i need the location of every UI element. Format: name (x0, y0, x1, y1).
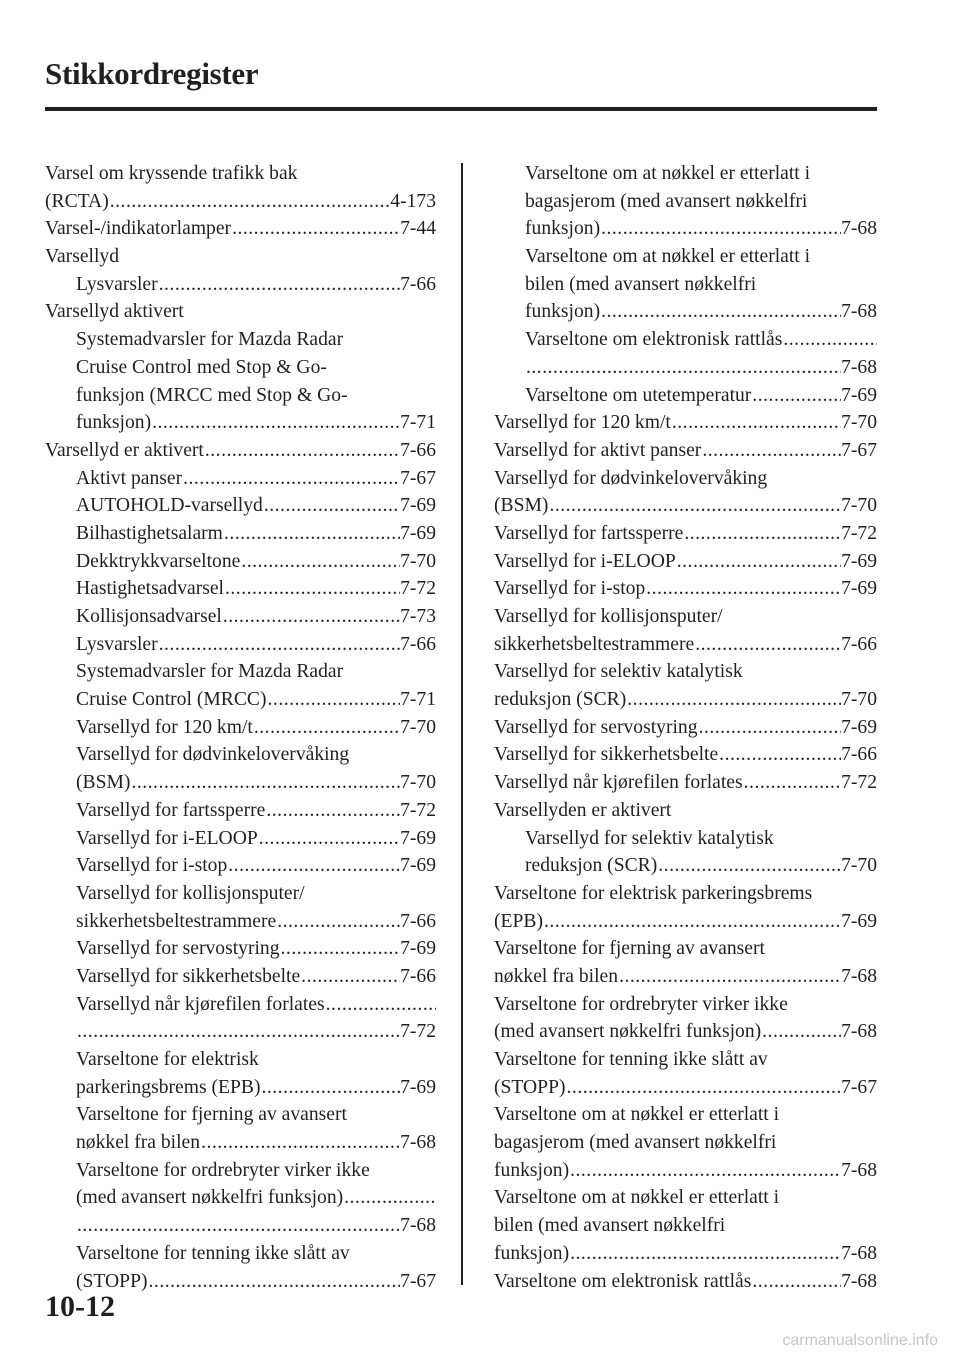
index-entry-text: Varsellyd for servostyring (494, 716, 698, 738)
dot-leader (151, 409, 400, 437)
index-entry (45, 769, 436, 797)
index-entry-text: funksjon (MRCC med Stop & Go- (76, 384, 348, 406)
dot-leader (258, 825, 400, 853)
index-entry (45, 382, 436, 410)
index-entry (45, 880, 436, 908)
index-entry (45, 575, 436, 603)
index-entry-page: 7-66 (841, 633, 877, 655)
index-entry (494, 991, 877, 1019)
dot-leader (743, 769, 841, 797)
index-entry (45, 1184, 436, 1212)
dot-leader (222, 603, 400, 631)
index-entry (494, 1018, 877, 1046)
index-entry-page: 7-70 (841, 689, 877, 711)
index-entry (494, 1129, 877, 1157)
index-entry-text: funksjon) (494, 1159, 570, 1181)
index-entry-text: Varsellyd for selektiv katalytisk (494, 661, 743, 683)
index-entry (494, 409, 877, 437)
index-entry-page: 7-70 (841, 855, 877, 877)
index-entry-page: 7-69 (841, 716, 877, 738)
index-entry-text: Varsel-/indikatorlamper (45, 218, 232, 240)
index-entry-text: Varsellyd er aktivert (45, 439, 204, 461)
dot-leader (109, 188, 391, 216)
index-entry (45, 409, 436, 437)
index-entry-text: nøkkel fra bilen (494, 965, 619, 987)
index-entry (45, 271, 436, 299)
dot-leader (223, 520, 400, 548)
index-entry-text: Varsellyd for 120 km/t (494, 412, 671, 434)
index-entry-text: Cruise Control (MRCC) (76, 689, 267, 711)
index-entry-text: Varsellyd for selektiv katalytisk (525, 827, 774, 849)
dot-leader (343, 1184, 436, 1212)
index-entry-text: Varseltone for fjerning av avansert (76, 1104, 347, 1126)
dot-leader (76, 1018, 400, 1046)
index-entry-text: Varseltone for tenning ikke slått av (494, 1049, 768, 1070)
index-entry-page: 7-68 (841, 965, 877, 987)
index-entry (45, 825, 436, 853)
index-entry-page: 7-68 (400, 1215, 436, 1237)
index-column-right (494, 160, 877, 1295)
dot-leader (158, 271, 400, 299)
index-entry-text: funksjon) (525, 218, 601, 240)
index-entry-text: Varsellyd for aktivt panser (494, 439, 702, 461)
dot-leader (263, 492, 400, 520)
index-entry-page: 7-66 (400, 965, 436, 987)
index-entry-text: reduksjon (SCR) (494, 689, 627, 711)
index-entry (45, 437, 436, 465)
index-entry-page: 7-72 (400, 1021, 436, 1043)
index-entry-text: Varseltone om at nøkkel er etterlatt i (525, 246, 811, 268)
index-entry-text: Varseltone for ordrebryter virker ikke (494, 993, 788, 1015)
index-entry (494, 1268, 877, 1296)
index-entry (45, 991, 436, 1019)
index-entry (494, 741, 877, 769)
index-entry (45, 714, 436, 742)
index-entry-page: 7-70 (400, 550, 436, 572)
index-entry (45, 188, 436, 216)
index-entry-text: Varsellyd for kollisjonsputer/ (76, 882, 305, 904)
dot-leader (182, 465, 400, 493)
index-entry-text: (STOPP) (76, 1270, 148, 1292)
index-entry-text: Hastighetsadvarsel (76, 578, 224, 600)
index-entry-text: (RCTA) (45, 190, 109, 212)
dot-leader (566, 1074, 842, 1102)
index-entry (45, 548, 436, 576)
index-entry-text: nøkkel fra bilen (76, 1132, 201, 1154)
index-entry-page: 7-69 (400, 938, 436, 960)
dot-leader (158, 631, 400, 659)
index-entry-text: Varseltone om utetemperatur (525, 384, 752, 406)
dot-leader (718, 741, 841, 769)
index-entry-page: 7-70 (841, 412, 877, 434)
index-entry-text: Varsellyd for servostyring (76, 938, 280, 960)
index-entry-text: bilen (med avansert nøkkelfri (525, 273, 757, 295)
index-entry-page: 7-68 (841, 1270, 877, 1292)
dot-leader (782, 326, 877, 354)
index-entry-page: 7-72 (400, 799, 436, 821)
index-entry-text: Lysvarsler (76, 273, 158, 295)
index-entry-page: 7-69 (841, 384, 877, 406)
index-entry (45, 1101, 436, 1129)
index-entry-text: Bilhastighetsalarm (76, 522, 223, 544)
dot-leader (671, 409, 841, 437)
index-entry-text: Varseltone om at nøkkel er etterlatt i (494, 1104, 780, 1126)
index-entry-text: Lysvarsler (76, 633, 158, 655)
index-entry (494, 492, 877, 520)
index-entry-page: 7-66 (400, 633, 436, 655)
dot-leader (325, 991, 436, 1019)
dot-leader (569, 1240, 841, 1268)
index-entry (45, 465, 436, 493)
index-entry (494, 1184, 877, 1212)
index-entry-text: funksjon) (76, 412, 152, 434)
index-entry (494, 1240, 877, 1268)
dot-leader (751, 1268, 841, 1296)
dot-leader (224, 575, 400, 603)
dot-leader (657, 852, 841, 880)
index-entry (45, 215, 436, 243)
index-entry-text: sikkerhetsbeltestrammere (494, 633, 695, 655)
dot-leader (543, 908, 841, 936)
index-entry-page: 7-70 (400, 772, 436, 794)
index-entry (494, 520, 877, 548)
index-entry (45, 298, 436, 326)
index-entry (494, 908, 877, 936)
index-entry-text: Cruise Control med Stop & Go- (76, 356, 327, 378)
index-entry (45, 797, 436, 825)
page-title: Stikkordregister (45, 56, 259, 91)
dot-leader (569, 1157, 841, 1185)
index-entry (45, 354, 436, 382)
index-entry-text: Dekktrykkvarseltone (76, 550, 241, 572)
index-entry-page: 7-69 (400, 522, 436, 544)
index-entry (494, 548, 877, 576)
index-entry (494, 575, 877, 603)
index-entry (494, 1074, 877, 1102)
index-entry-page: 7-67 (400, 467, 436, 489)
index-entry (494, 769, 877, 797)
index-entry-text: Varsel om kryssende trafikk bak (45, 163, 298, 184)
index-entry-page: 7-70 (400, 716, 436, 738)
index-entry-text: Varsellyd når kjørefilen forlates (494, 772, 743, 794)
index-entry-page: 7-69 (841, 910, 877, 932)
index-entry-text: Systemadvarsler for Mazda Radar (76, 661, 344, 683)
index-entry (494, 935, 877, 963)
index-entry (494, 852, 877, 880)
dot-leader (618, 963, 841, 991)
index-entry-text: Varsellyd for dødvinkelovervåking (494, 467, 768, 489)
index-entry (494, 215, 877, 243)
header-rule (45, 107, 877, 111)
index-entry-text: (BSM) (494, 495, 549, 517)
index-entry-text: Varseltone om elektronisk rattlås (525, 329, 783, 351)
index-entry-text: Varseltone om elektronisk rattlås (494, 1270, 752, 1292)
index-entry-text: AUTOHOLD-varsellyd (76, 495, 263, 517)
index-entry-text: bagasjerom (med avansert nøkkelfri (525, 190, 808, 212)
dot-leader (525, 354, 841, 382)
index-entry-text: Varsellyd for i-stop (76, 855, 228, 877)
index-entry-text: Varsellyd for fartssperre (494, 522, 684, 544)
index-entry-page: 7-70 (841, 495, 877, 517)
index-entry (45, 658, 436, 686)
index-entry (494, 797, 877, 825)
index-entry-page: 7-67 (400, 1270, 436, 1292)
index-entry-page: 7-68 (400, 1132, 436, 1154)
index-entry (45, 1240, 436, 1268)
dot-leader (645, 575, 841, 603)
index-entry (494, 243, 877, 271)
watermark: carmanualsonline.info (782, 1332, 938, 1349)
index-entry (45, 492, 436, 520)
index-entry (494, 437, 877, 465)
index-entry (494, 603, 877, 631)
index-entry (45, 1129, 436, 1157)
index-entry (494, 631, 877, 659)
index-entry-text: Varseltone for ordrebryter virker ikke (76, 1159, 370, 1181)
dot-leader (240, 548, 400, 576)
index-entry-text: reduksjon (SCR) (525, 855, 658, 877)
index-entry-text: Varseltone om at nøkkel er etterlatt i (525, 163, 811, 184)
index-entry-page: 7-72 (400, 578, 436, 600)
page-number: 10-12 (45, 1290, 115, 1323)
index-entry (494, 160, 877, 188)
index-entry-page: 7-66 (400, 273, 436, 295)
index-entry-text: parkeringsbrems (EPB) (76, 1076, 261, 1098)
dot-leader (130, 769, 400, 797)
index-entry-page: 7-69 (841, 550, 877, 572)
index-entry-text: Varsellyd (45, 246, 120, 268)
index-entry (45, 1046, 436, 1074)
dot-leader (231, 215, 400, 243)
dot-leader (76, 1212, 400, 1240)
index-entry (494, 1157, 877, 1185)
index-entry-page: 4-173 (390, 190, 436, 212)
index-entry-page: 7-44 (400, 218, 436, 240)
index-entry-text: (med avansert nøkkelfri funksjon) (494, 1021, 762, 1043)
dot-leader (548, 492, 841, 520)
index-entry (494, 298, 877, 326)
dot-leader (265, 797, 400, 825)
dot-leader (227, 852, 400, 880)
index-entry (494, 382, 877, 410)
dot-leader (600, 215, 841, 243)
dot-leader (300, 963, 400, 991)
index-entry-page: 7-69 (400, 855, 436, 877)
dot-leader (676, 548, 841, 576)
index-entry (45, 243, 436, 271)
index-entry-text: Varsellyden er aktivert (494, 799, 672, 821)
index-entry-page: 7-69 (400, 1076, 436, 1098)
index-entry-text: Varseltone om at nøkkel er etterlatt i (494, 1187, 780, 1209)
index-entry-page: 7-68 (841, 1242, 877, 1264)
index-entry-page: 7-68 (841, 301, 877, 323)
dot-leader (267, 686, 401, 714)
index-entry-text: (EPB) (494, 910, 543, 932)
dot-leader (148, 1268, 401, 1296)
index-column-left (45, 160, 436, 1295)
index-entry (45, 520, 436, 548)
index-entry-text: (med avansert nøkkelfri funksjon) (76, 1187, 344, 1209)
index-entry (45, 631, 436, 659)
index-entry (45, 852, 436, 880)
index-entry-page: 7-67 (841, 1076, 877, 1098)
dot-leader (683, 520, 841, 548)
index-entry-text: Varsellyd for 120 km/t (76, 716, 253, 738)
index-entry-text: Varsellyd aktivert (45, 301, 184, 323)
index-entry-text: Varsellyd for dødvinkelovervåking (76, 744, 350, 766)
index-entry-page: 7-67 (841, 439, 877, 461)
index-entry-text: funksjon) (525, 301, 601, 323)
index-entry (494, 1046, 877, 1074)
index-entry-text: Systemadvarsler for Mazda Radar (76, 329, 344, 351)
index-entry-text: Varseltone for tenning ikke slått av (76, 1242, 350, 1264)
index-entry (45, 326, 436, 354)
index-entry-page: 7-66 (400, 910, 436, 932)
index-entry (494, 326, 877, 354)
index-entry-text: Varsellyd for i-stop (494, 578, 646, 600)
index-entry (494, 1101, 877, 1129)
index-entry-page: 7-66 (841, 744, 877, 766)
dot-leader (200, 1129, 400, 1157)
index-entry-text: (BSM) (76, 772, 131, 794)
index-entry (494, 825, 877, 853)
index-entry-page: 7-69 (841, 578, 877, 600)
index-entry-text: Varsellyd for i-ELOOP (494, 550, 676, 572)
index-entry-text: funksjon) (494, 1242, 570, 1264)
index-entry-text: (STOPP) (494, 1076, 566, 1098)
dot-leader (701, 437, 841, 465)
index-entry (45, 1212, 436, 1240)
index-entry-page: 7-71 (400, 689, 436, 711)
index-entry (45, 908, 436, 936)
index-entry-text: Varsellyd for sikkerhetsbelte (494, 744, 719, 766)
index-entry (45, 741, 436, 769)
dot-leader (761, 1018, 841, 1046)
index-entry-text: Varsellyd for fartssperre (76, 799, 266, 821)
index-entry (494, 271, 877, 299)
index-entry-text: bilen (med avansert nøkkelfri (494, 1215, 726, 1237)
index-entry (45, 963, 436, 991)
index-entry-page: 7-73 (400, 606, 436, 627)
index-entry (494, 354, 877, 382)
index-entry-page: 7-69 (400, 827, 436, 849)
index-entry-page: 7-71 (400, 412, 436, 434)
index-entry (494, 686, 877, 714)
index-entry-text: Kollisjonsadvarsel (76, 606, 222, 627)
index-entry-page: 7-72 (841, 772, 877, 794)
index-entry (45, 1018, 436, 1046)
index-entry-text: Varseltone for elektrisk (76, 1049, 259, 1070)
index-entry (494, 188, 877, 216)
dot-leader (280, 935, 401, 963)
index-entry-text: Varsellyd for sikkerhetsbelte (76, 965, 301, 987)
index-entry-text: Varseltone for fjerning av avansert (494, 938, 765, 960)
index-entry-page: 7-68 (841, 218, 877, 240)
index-entry (45, 935, 436, 963)
index-entry-text: Varsellyd når kjørefilen forlates (76, 993, 325, 1015)
index-entry (494, 963, 877, 991)
index-entry-page: 7-69 (400, 495, 436, 517)
dot-leader (600, 298, 841, 326)
index-entry-page: 7-72 (841, 522, 877, 544)
index-entry-text: Aktivt panser (76, 467, 183, 489)
index-entry (45, 1157, 436, 1185)
index-entry-text: Varsellyd for i-ELOOP (76, 827, 258, 849)
dot-leader (751, 382, 841, 410)
index-entry-page: 7-68 (841, 1159, 877, 1181)
dot-leader (698, 714, 842, 742)
index-entry-page: 7-66 (400, 439, 436, 461)
dot-leader (204, 437, 400, 465)
index-entry-text: bagasjerom (med avansert nøkkelfri (494, 1132, 777, 1154)
index-entry (45, 160, 436, 188)
index-entry (45, 1074, 436, 1102)
dot-leader (260, 1074, 400, 1102)
index-entry (45, 686, 436, 714)
column-divider (461, 163, 463, 1285)
index-entry-page: 7-68 (841, 356, 877, 378)
index-entry (494, 1212, 877, 1240)
index-entry (494, 714, 877, 742)
index-entry-text: sikkerhetsbeltestrammere (76, 910, 277, 932)
index-entry-text: Varsellyd for kollisjonsputer/ (494, 606, 723, 627)
index-entry (494, 880, 877, 908)
index-entry (494, 465, 877, 493)
dot-leader (694, 631, 841, 659)
index-entry (45, 603, 436, 631)
dot-leader (253, 714, 400, 742)
index-entry-text: Varseltone for elektrisk parkeringsbrems (494, 882, 813, 904)
index-entry (494, 658, 877, 686)
dot-leader (276, 908, 400, 936)
dot-leader (626, 686, 841, 714)
index-entry-page: 7-68 (841, 1021, 877, 1043)
